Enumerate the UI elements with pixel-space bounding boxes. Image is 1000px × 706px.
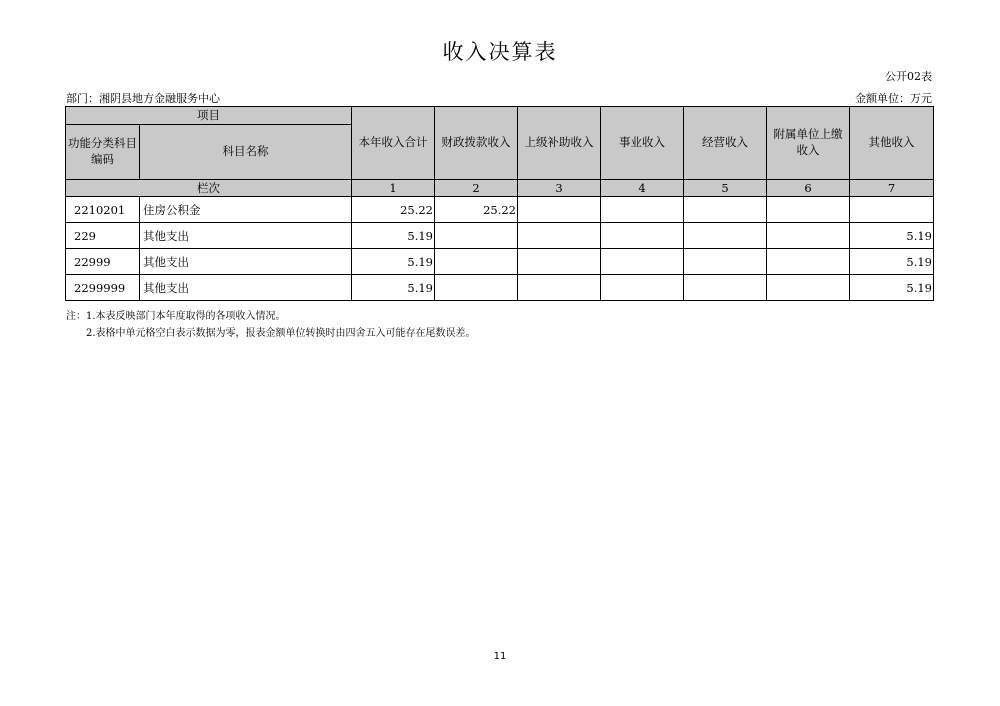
- cell-name: 其他支出: [140, 249, 352, 275]
- cell-amount: [601, 275, 684, 301]
- cell-amount: [767, 249, 850, 275]
- note-line: 2.表格中单元格空白表示数据为零，报表金额单位转换时由四舍五入可能存在尾数误差。: [86, 328, 476, 339]
- header-col-other: 其他收入: [850, 107, 934, 180]
- col-number: 7: [850, 180, 934, 197]
- cell-amount: 5.19: [352, 275, 435, 301]
- form-code: 公开02表: [885, 70, 932, 83]
- table-row: [66, 197, 934, 223]
- page-number: 11: [493, 651, 507, 662]
- cell-code: 2299999: [66, 275, 140, 301]
- cell-amount: [601, 223, 684, 249]
- cell-amount: [601, 197, 684, 223]
- col-number: 4: [601, 180, 684, 197]
- department-label: 部门：湘阴县地方金融服务中心: [66, 92, 220, 105]
- cell-name: 住房公积金: [140, 197, 352, 223]
- header-subject-name: 科目名称: [140, 125, 352, 180]
- cell-amount: [767, 223, 850, 249]
- cell-amount: 5.19: [850, 223, 934, 249]
- table-row: [66, 249, 934, 275]
- cell-amount: 25.22: [435, 197, 518, 223]
- page-title: 收入决算表: [442, 40, 558, 64]
- cell-amount: 5.19: [352, 249, 435, 275]
- cell-amount: [684, 249, 767, 275]
- cell-amount: 5.19: [850, 249, 934, 275]
- table-row: [66, 223, 934, 249]
- cell-amount: 5.19: [352, 223, 435, 249]
- income-table: [65, 106, 934, 301]
- cell-name: 其他支出: [140, 275, 352, 301]
- cell-amount: [435, 275, 518, 301]
- note-line: 注：1.本表反映部门本年度取得的各项收入情况。: [66, 311, 286, 322]
- cell-amount: [518, 197, 601, 223]
- header-col-fiscal: 财政拨款收入: [435, 107, 518, 180]
- header-col-total: 本年收入合计: [352, 107, 435, 180]
- col-number: 3: [518, 180, 601, 197]
- cell-amount: [767, 275, 850, 301]
- cell-name: 其他支出: [140, 223, 352, 249]
- cell-amount: [518, 223, 601, 249]
- cell-code: 22999: [66, 249, 140, 275]
- header-col-operating: 经营收入: [684, 107, 767, 180]
- cell-amount: 5.19: [850, 275, 934, 301]
- notes: [66, 308, 476, 342]
- table-row: [66, 275, 934, 301]
- cell-code: 229: [66, 223, 140, 249]
- col-number: 2: [435, 180, 518, 197]
- header-col-superior: 上级补助收入: [518, 107, 601, 180]
- header-func-code: 功能分类科目编码: [66, 125, 140, 180]
- cell-amount: [518, 275, 601, 301]
- cell-amount: [435, 223, 518, 249]
- cell-amount: [601, 249, 684, 275]
- cell-amount: [767, 197, 850, 223]
- cell-amount: [684, 223, 767, 249]
- amount-unit-label: 金额单位：万元: [855, 92, 932, 105]
- cell-amount: [684, 197, 767, 223]
- header-col-affiliated: 附属单位上缴收入: [767, 107, 850, 180]
- cell-amount: 25.22: [352, 197, 435, 223]
- col-number: 5: [684, 180, 767, 197]
- cell-amount: [684, 275, 767, 301]
- col-number: 1: [352, 180, 435, 197]
- header-col-business: 事业收入: [601, 107, 684, 180]
- header-project: 项目: [66, 107, 352, 125]
- cell-code: 2210201: [66, 197, 140, 223]
- cell-amount: [518, 249, 601, 275]
- header-row-label: 栏次: [66, 180, 352, 197]
- cell-amount: [435, 249, 518, 275]
- cell-amount: [850, 197, 934, 223]
- col-number: 6: [767, 180, 850, 197]
